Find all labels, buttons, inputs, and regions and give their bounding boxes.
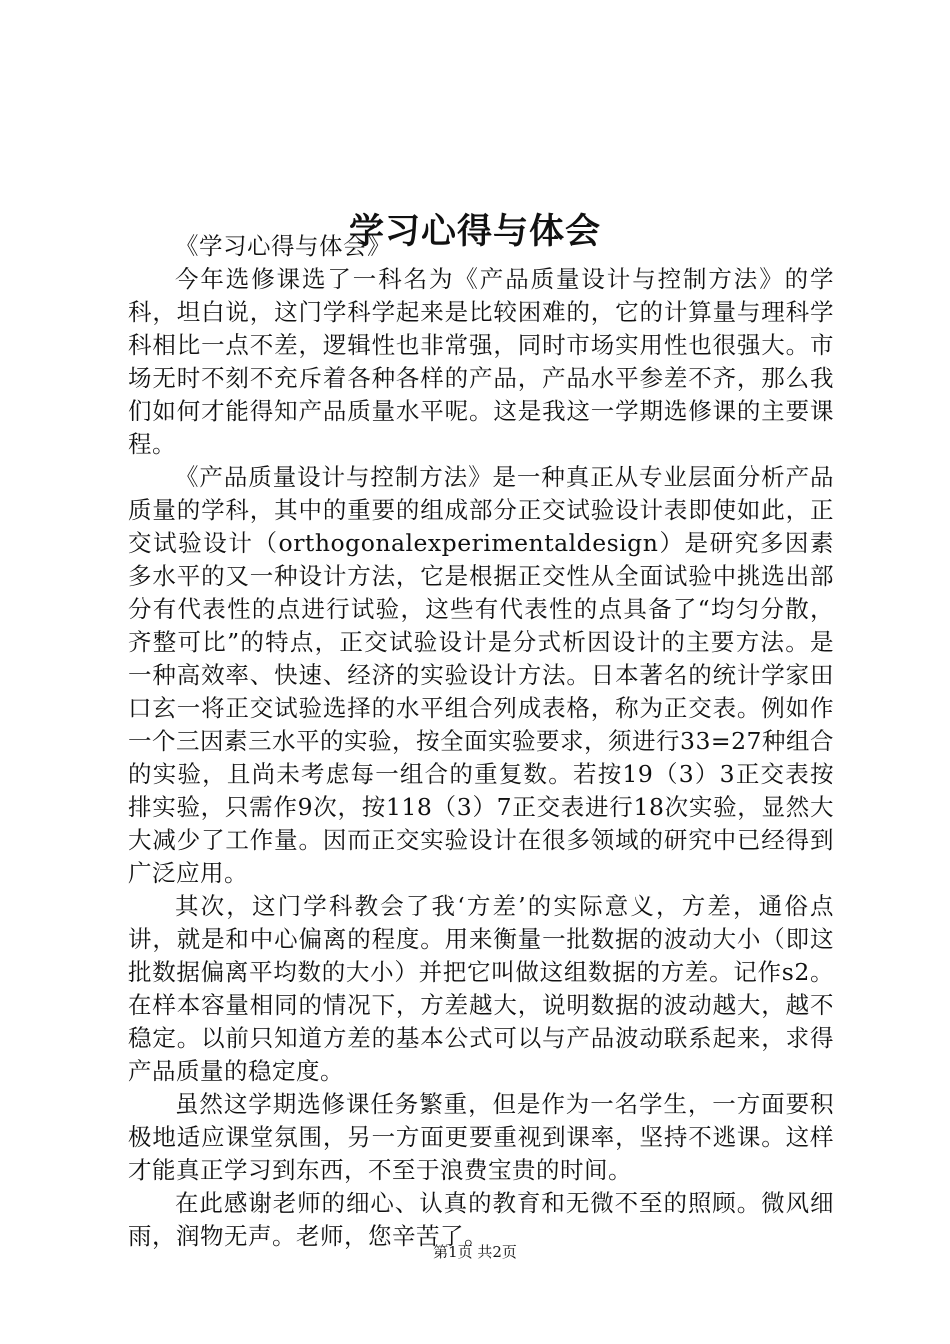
paragraph-intro: 今年选修课选了一科名为《产品质量设计与控制方法》的学科，坦白说，这门学科学起来是比较困难的，它的计算量与理科学科相比一点不差，逻辑性也非常强，同时市场实用性也很强大。市场无时不刻不充斥着各种各样的产品，产品水平参差不齐，那么我们如何才能得知产品质量水平呢。这是我这一学期选修课的主要课程。 [128,265,834,458]
paragraph-orthogonal-design: 《产品质量设计与控制方法》是一种真正从专业层面分析产品质量的学科，其中的重要的组成部分正交试验设计表即使如此，正交试验设计（orthogonalexperimentaldesign）是研究多因素多水平的又一种设计方法，它是根据正交性从全面试验中挑选出部分有代表性的点进行试验，这些有代表性的点具备了“均匀分散，齐整可比”的特点，正交试验设计是分式析因设计的主要方法。是一种高效率、快速、经济的实验设计方法。日本著名的统计学家田口玄一将正交试验选择的水平组合列成表格，称为正交表。例如作一个三因素三水平的实验，按全面实验要求，须进行33=27种组合的实验，且尚未考虑每一组合的重复数。若按19（3）3正交表按排实验，只需作9次，按118（3）7正交表进行18次实验，显然大大减少了工作量。因而正交实验设计在很多领域的研究中已经得到广泛应用。 [128,463,834,887]
paragraph-variance: 其次，这门学科教会了我‘方差’的实际意义，方差，通俗点讲，就是和中心偏离的程度。用来衡量一批数据的波动大小（即这批数据偏离平均数的大小）并把它叫做这组数据的方差。记作s2。在样本容量相同的情况下，方差越大，说明数据的波动越大，越不稳定。以前只知道方差的基本公式可以与产品波动联系起来，求得产品质量的稳定度。 [128,892,834,1085]
paragraph-attendance: 虽然这学期选修课任务繁重，但是作为一名学生，一方面要积极地适应课堂氛围，另一方面更要重视到课率，坚持不逃课。这样才能真正学习到东西，不至于浪费宝贵的时间。 [128,1090,834,1184]
subtitle-paragraph: 《学习心得与体会》 [175,232,391,260]
paragraph-thanks: 在此感谢老师的细心、认真的教育和无微不至的照顾。微风细雨，润物无声。老师，您辛苦了。 [128,1189,834,1250]
document-body [128,230,834,1253]
page-footer: 第1页 共2页 [433,1243,517,1261]
page-title: 学习心得与体会 [348,211,601,253]
